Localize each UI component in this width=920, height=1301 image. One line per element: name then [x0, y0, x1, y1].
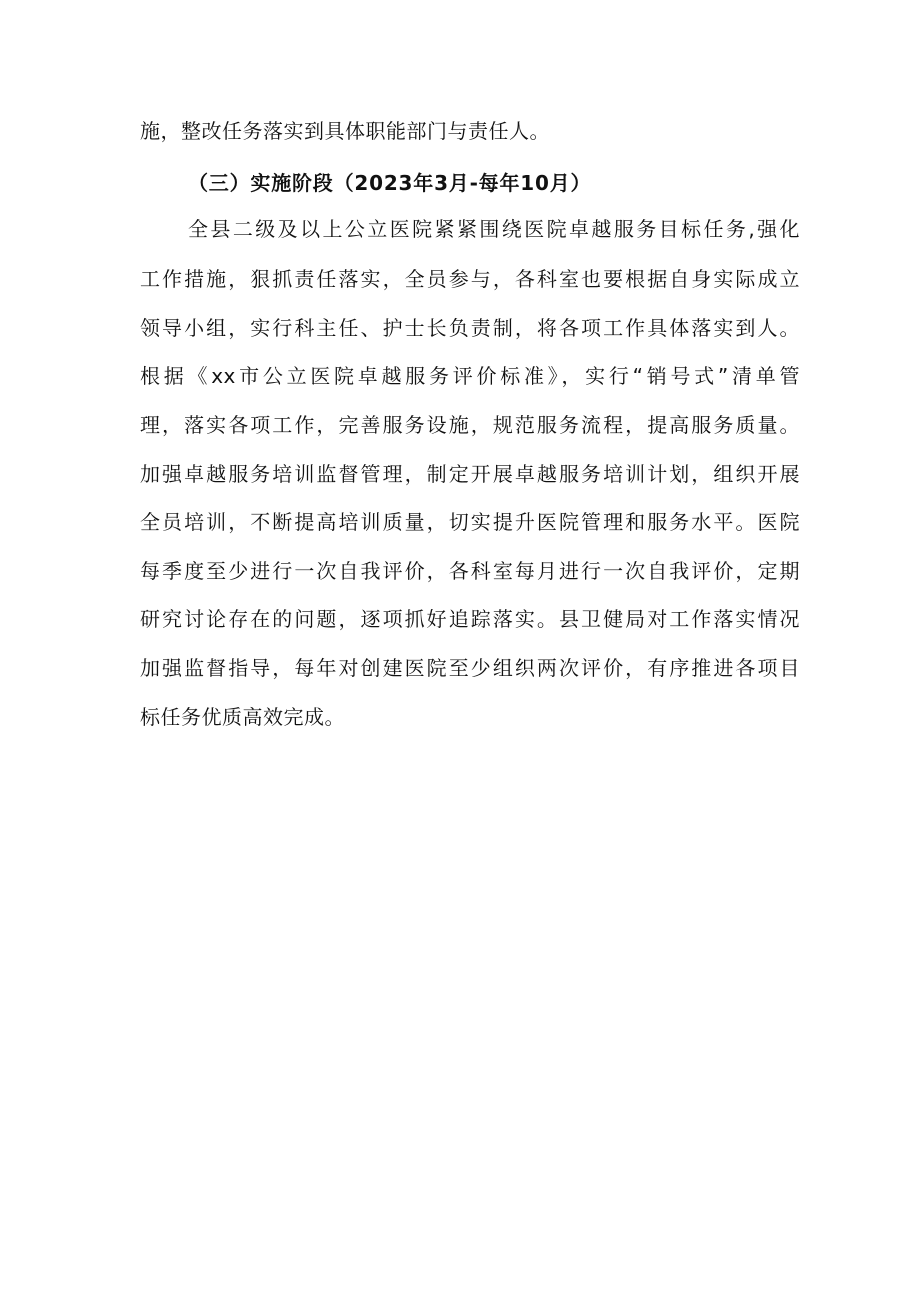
paragraph-line: 标任务优质高效完成。 — [140, 705, 345, 729]
paragraph-line: 全员培训，不断提高培训质量，切实提升医院管理和服务水平。医院 — [140, 510, 800, 534]
paragraph-line: 每季度至少进行一次自我评价，各科室每月进行一次自我评价，定期 — [140, 559, 800, 583]
paragraph-line: 加强监督指导，每年对创建医院至少组织两次评价，有序推进各项目 — [140, 656, 800, 680]
paragraph-line: 全县二级及以上公立医院紧紧围绕医院卓越服务目标任务,强化 — [188, 217, 800, 241]
section-heading: （三）实施阶段（2023年3月-每年10月） — [188, 171, 592, 195]
paragraph-line: 施，整改任务落实到具体职能部门与责任人。 — [140, 119, 550, 143]
paragraph-line: 理，落实各项工作，完善服务设施，规范服务流程，提高服务质量。 — [140, 413, 800, 437]
paragraph-line: 研究讨论存在的问题，逐项抓好追踪落实。县卫健局对工作落实情况 — [140, 607, 800, 631]
paragraph-line: 加强卓越服务培训监督管理，制定开展卓越服务培训计划，组织开展 — [140, 462, 800, 486]
paragraph-line: 工作措施，狠抓责任落实，全员参与，各科室也要根据自身实际成立 — [140, 267, 800, 291]
paragraph-line: 根据《xx市公立医院卓越服务评价标准》，实行“销号式”清单管 — [140, 364, 800, 388]
paragraph-line: 领导小组，实行科主任、护士长负责制，将各项工作具体落实到人。 — [140, 316, 800, 340]
